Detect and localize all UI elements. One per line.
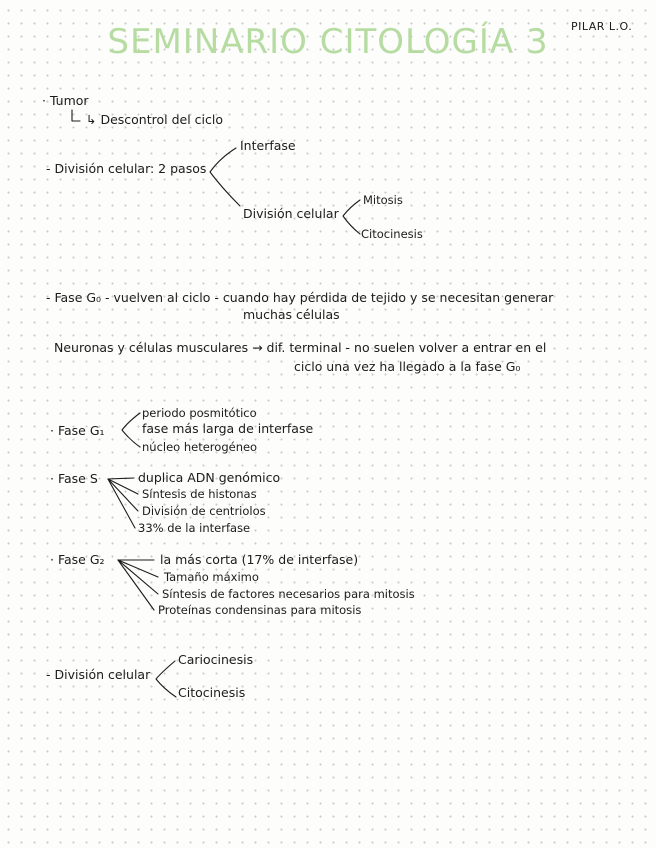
note-interfase: Interfase: [240, 138, 296, 153]
note-neuronas-line2: ciclo una vez ha llegado a la fase G₀: [294, 359, 521, 374]
note-s-item-2: Síntesis de histonas: [142, 487, 257, 501]
g2-fan-line-3: [118, 560, 158, 594]
note-division-celular: División celular: [243, 206, 339, 221]
note-cariocinesis: Cariocinesis: [178, 652, 254, 667]
page-title: SEMINARIO CITOLOGÍA 3: [107, 22, 549, 62]
note-fase-g0-line1: - Fase G₀ - vuelven al ciclo - cuando hay pérdida de tejido y se necesitan generar: [46, 290, 554, 305]
note-g2-item-2: Tamaño máximo: [164, 570, 259, 584]
note-tumor: · Tumor: [42, 93, 89, 108]
note-citocinesis-final: Citocinesis: [178, 685, 246, 700]
author-name: PILAR L.O.: [571, 20, 633, 33]
s-fan-line-1: [108, 478, 134, 479]
note-neuronas-line1: Neuronas y células musculares → dif. terminal - no suelen volver a entrar en el: [54, 340, 547, 355]
note-mitosis: Mitosis: [363, 193, 403, 207]
note-tumor-sub: ↳ Descontrol del ciclo: [86, 112, 223, 127]
note-g1-item-1: periodo posmitótico: [142, 406, 257, 420]
note-s-item-4: 33% de la interfase: [138, 521, 251, 535]
division-split-bracket: [210, 148, 240, 206]
note-g2-item-4: Proteínas condensinas para mitosis: [158, 603, 362, 617]
g1-bracket: [122, 413, 140, 447]
note-division-2-pasos: - División celular: 2 pasos: [46, 161, 207, 176]
note-citocinesis: Citocinesis: [361, 227, 423, 241]
note-fase-g1: · Fase G₁: [50, 423, 105, 438]
note-s-item-3: División de centriolos: [142, 504, 266, 518]
mitosis-split-bracket: [343, 200, 360, 234]
note-fase-g0-line2: muchas células: [243, 307, 340, 322]
note-fase-g2: · Fase G₂: [50, 552, 105, 567]
tumor-arrow: [72, 110, 80, 121]
note-g2-item-1: la más corta (17% de interfase): [160, 552, 359, 567]
note-fase-s: · Fase S: [50, 471, 98, 486]
note-division-final: - División celular: [46, 667, 151, 682]
final-division-bracket: [156, 661, 176, 697]
note-s-item-1: duplica ADN genómico: [138, 470, 281, 485]
note-g1-item-2: fase más larga de interfase: [142, 421, 314, 436]
note-g1-item-3: núcleo heterogéneo: [142, 440, 258, 454]
note-g2-item-3: Síntesis de factores necesarios para mitosis: [162, 587, 415, 601]
